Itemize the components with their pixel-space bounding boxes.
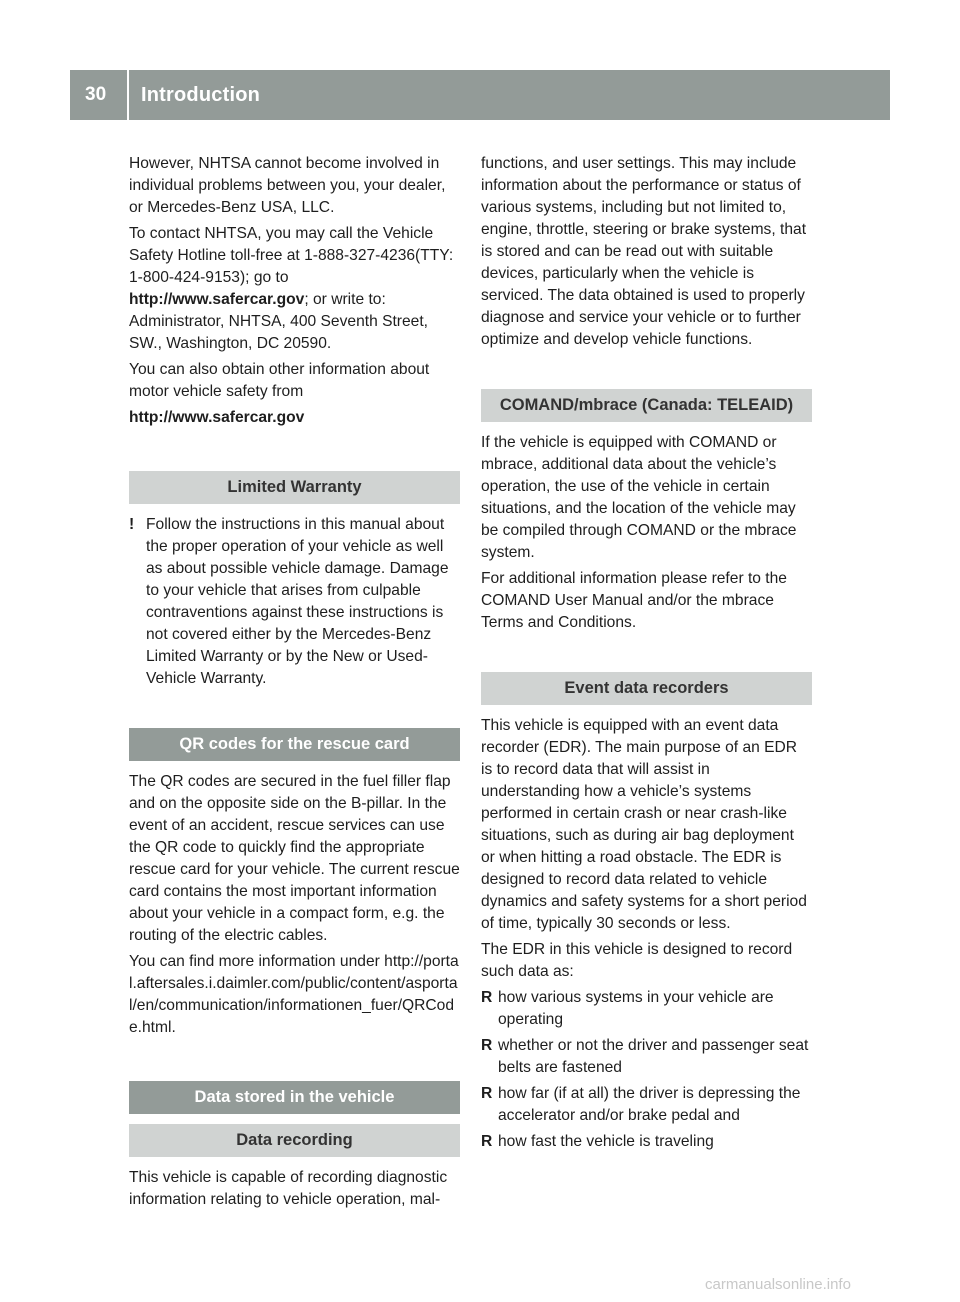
paragraph: The EDR in this vehicle is designed to record such data as: bbox=[481, 941, 793, 980]
section-heading-data-recording: Data recording bbox=[129, 1124, 460, 1157]
section-heading-qr-codes: QR codes for the rescue card bbox=[129, 728, 460, 761]
paragraph: However, NHTSA cannot become involved in individual problems between you, your dealer, or Mercedes-Benz USA, LLC. bbox=[129, 155, 446, 216]
paragraph: For additional information please refer to the COMAND User Manual and/or the mbrace Terms and Conditions. bbox=[481, 570, 787, 631]
text: ; or write to: Administrator, NHTSA, 400 Seventh Street, SW., Washington, DC 20590. bbox=[129, 291, 429, 352]
section-heading-comand: COMAND/mbrace (Canada: TELEAID) bbox=[481, 389, 812, 422]
paragraph: You can also obtain other information about motor vehicle safety from bbox=[129, 361, 430, 400]
caution-text: Follow the instructions in this manual about the proper operation of your vehicle as well as about possible vehicle damage. Damage to your vehicle that arises from culpable contraventions against these instructions is not covered either by the Mercedes-Benz Limited Warranty or by the New or Used-Vehicle Warranty. bbox=[146, 516, 449, 687]
paragraph: You can find more information under http://portal.aftersales.i.daimler.com/public/content/asportal/en/communication/informationen_fuer/QRCode.html. bbox=[129, 953, 459, 1036]
paragraph: This vehicle is capable of recording diagnostic information relating to vehicle operation, mal- bbox=[129, 1169, 448, 1208]
paragraph: If the vehicle is equipped with COMAND or mbrace, additional data about the vehicle’s operation, the use of the vehicle in certain situations, and the location of the vehicle may be compiled through COMAND or the mbrace system. bbox=[481, 434, 797, 561]
list-item bbox=[481, 987, 812, 1031]
bullet-icon: R bbox=[481, 1085, 493, 1102]
chapter-title: Introduction bbox=[141, 83, 261, 106]
page-number: 30 bbox=[85, 84, 107, 105]
list-item bbox=[481, 1035, 812, 1079]
section-heading-event-data-recorders: Event data recorders bbox=[481, 672, 812, 705]
list-item-text: whether or not the driver and passenger seat belts are fastened bbox=[498, 1037, 809, 1076]
text: To contact NHTSA, you may call the Vehicle Safety Hotline toll-free at 1-888-327-4236(TTY: 1-800-424-9153); go to bbox=[129, 225, 454, 286]
paragraph bbox=[129, 407, 460, 429]
list-item bbox=[481, 1131, 812, 1153]
safercar-link[interactable]: http://www.safercar.gov bbox=[129, 291, 305, 308]
section-heading-limited-warranty: Limited Warranty bbox=[129, 471, 460, 504]
right-column bbox=[481, 153, 812, 1157]
list-item-text: how various systems in your vehicle are operating bbox=[498, 989, 774, 1028]
list-item-text: how fast the vehicle is traveling bbox=[498, 1133, 714, 1150]
paragraph bbox=[129, 223, 460, 355]
caution-note bbox=[129, 514, 460, 690]
paragraph: This vehicle is equipped with an event data recorder (EDR). The main purpose of an EDR is to record data that will assist in understanding how a vehicle’s systems performed in certain crash or near crash-like situations, such as during air bag deployment or when hitting a road obstacle. The EDR is designed to record data related to vehicle dynamics and safety systems for a short period of time, typically 30 seconds or less. bbox=[481, 717, 807, 932]
bullet-icon: R bbox=[481, 1037, 493, 1054]
section-heading-data-stored: Data stored in the vehicle bbox=[129, 1081, 460, 1114]
paragraph: functions, and user settings. This may include information about the performance or status of various systems, including but not limited to, engine, throttle, steering or brake systems, that is stored and can be read out with suitable devices, particularly when the vehicle is serviced. The data obtained is used to properly diagnose and service your vehicle or to further optimize and develop vehicle functions. bbox=[481, 155, 807, 348]
paragraph: The QR codes are secured in the fuel filler flap and on the opposite side on the B-pillar. In the event of an accident, rescue services can use the QR code to quickly find the appropriate rescue card for your vehicle. The current rescue card contains the most important information about your vehicle in a compact form, e.g. the routing of the electric cables. bbox=[129, 773, 460, 944]
bullet-icon: R bbox=[481, 1133, 493, 1150]
exclamation-icon: ! bbox=[129, 516, 135, 533]
bullet-icon: R bbox=[481, 989, 493, 1006]
watermark: carmanualsonline.info bbox=[705, 1276, 851, 1293]
safercar-link[interactable]: http://www.safercar.gov bbox=[129, 409, 305, 426]
list-item-text: how far (if at all) the driver is depressing the accelerator and/or brake pedal and bbox=[498, 1085, 801, 1124]
left-column bbox=[129, 153, 460, 1215]
list-item bbox=[481, 1083, 812, 1127]
page-header bbox=[70, 70, 890, 120]
